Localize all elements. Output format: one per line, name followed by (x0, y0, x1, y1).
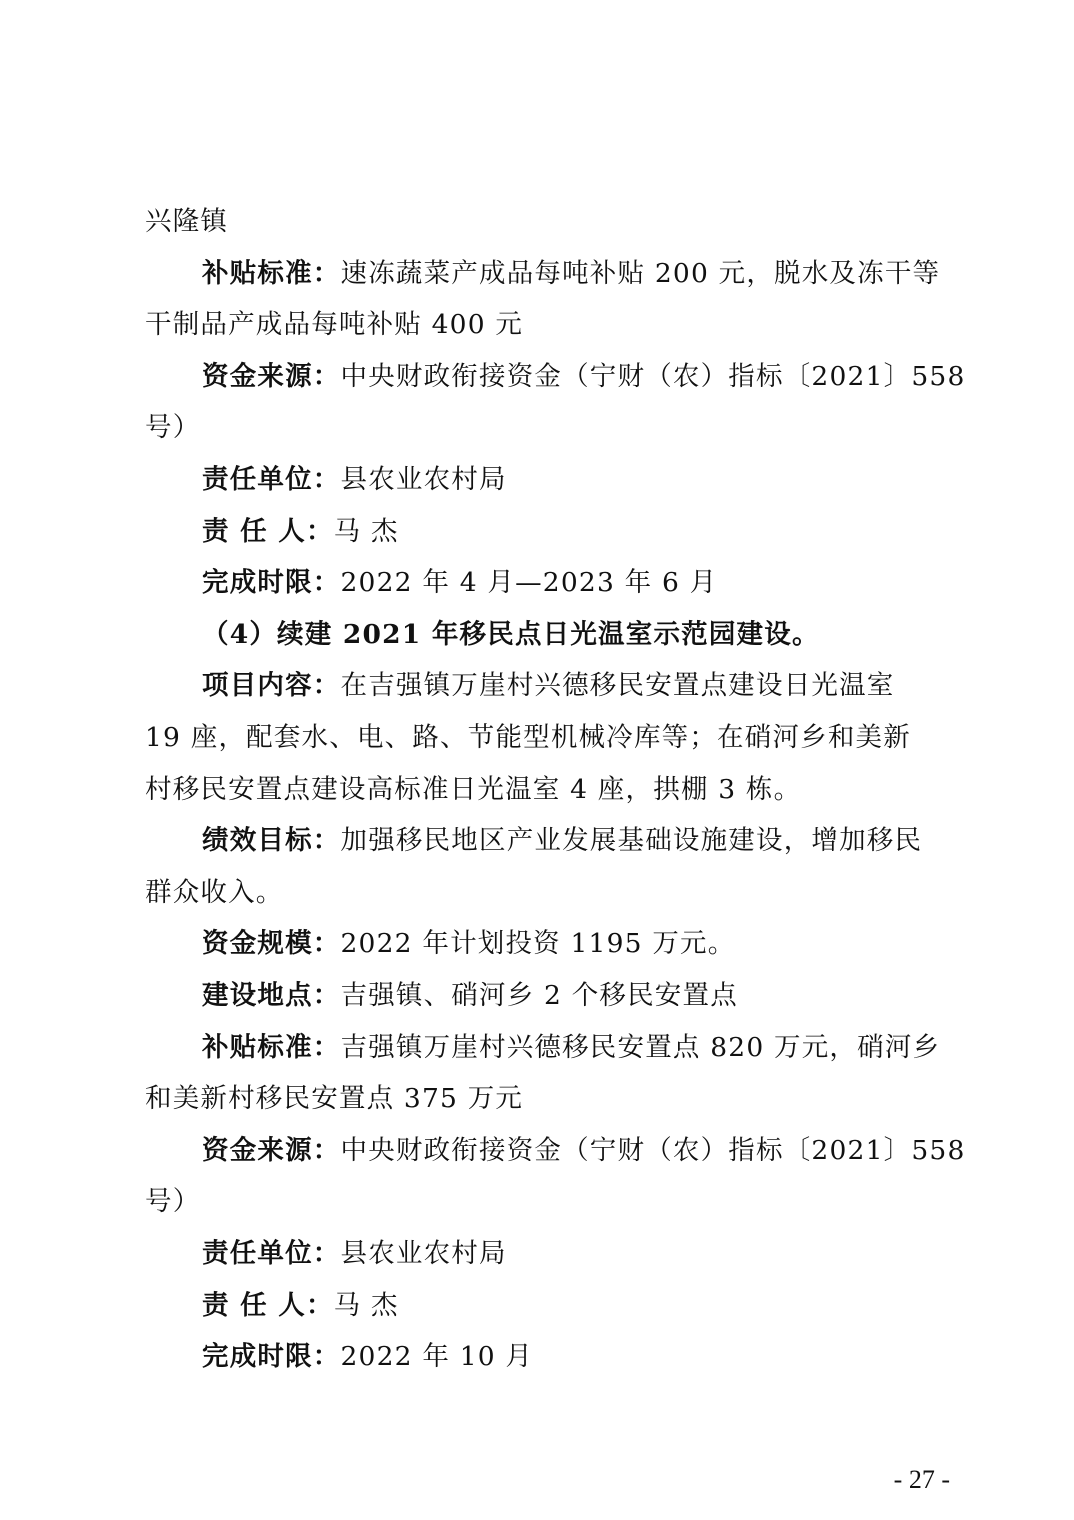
text-line (202, 1228, 1002, 1280)
field-value: 群众收入。 (145, 876, 284, 908)
text-line (145, 764, 945, 816)
field-value: 吉强镇、硝河乡 2 个移民安置点 (340, 980, 738, 1011)
field-label: 完成时限： (202, 567, 341, 599)
field-value: 速冻蔬菜产成品每吨补贴 200 元，脱水及冻干等 (340, 257, 941, 289)
text-line (145, 1176, 945, 1228)
text-line (202, 1331, 1002, 1383)
field-label: 责任单位： (202, 464, 341, 495)
field-value: 2022 年 4 月—2023 年 6 月 (340, 567, 718, 599)
field-value: 干制品产成品每吨补贴 400 元 (145, 309, 524, 341)
field-label: 补贴标准： (202, 1031, 341, 1063)
text-line (202, 248, 1002, 300)
field-value: 在吉强镇万崖村兴德移民安置点建设日光温室 (340, 670, 895, 702)
field-value: 19 座，配套水、电、路、节能型机械冷库等；在硝河乡和美新 (145, 722, 911, 753)
text-line (202, 1125, 1002, 1177)
text-line (202, 815, 1002, 867)
field-value: 2022 年计划投资 1195 万元。 (340, 928, 736, 960)
field-value: 兴隆镇 (145, 206, 229, 237)
field-value: 加强移民地区产业发展基础设施建设，增加移民 (340, 825, 923, 857)
text-line (202, 1022, 1002, 1074)
field-value: 村移民安置点建设高标准日光温室 4 座，拱棚 3 栋。 (145, 773, 802, 805)
text-line (202, 1280, 1002, 1332)
field-label: 责 任 人： (202, 1289, 334, 1321)
field-label: 资金来源： (202, 360, 341, 392)
field-value: 和美新村移民安置点 375 万元 (145, 1083, 524, 1115)
field-label: 资金来源： (202, 1134, 341, 1166)
text-line (145, 402, 945, 454)
text-line (202, 970, 1002, 1022)
text-line (145, 299, 945, 351)
text-line (202, 506, 1002, 558)
field-value: 吉强镇万崖村兴德移民安置点 820 万元，硝河乡 (340, 1031, 941, 1063)
text-line (145, 712, 945, 764)
field-value: 2022 年 10 月 (340, 1341, 534, 1373)
text-line (202, 557, 1002, 609)
field-label: 绩效目标： (202, 825, 341, 857)
text-line (145, 867, 945, 919)
text-line (202, 351, 1002, 403)
text-line (202, 454, 1002, 506)
field-label: 建设地点： (202, 980, 341, 1011)
field-value: 马 杰 (333, 1289, 399, 1321)
text-line (145, 1073, 945, 1125)
section-heading (202, 609, 1002, 661)
field-label: 责 任 人： (202, 515, 334, 547)
field-value: 县农业农村局 (340, 1238, 507, 1269)
field-label: 责任单位： (202, 1238, 341, 1269)
field-value: （4）续建 2021 年移民点日光温室示范园建设。 (202, 618, 820, 650)
field-value: 号） (145, 1186, 201, 1218)
field-value: 号） (145, 412, 201, 444)
field-label: 完成时限： (202, 1341, 341, 1373)
text-line (202, 918, 1002, 970)
text-line (145, 196, 945, 248)
field-label: 补贴标准： (202, 257, 341, 289)
field-value: 中央财政衔接资金（宁财（农）指标〔2021〕558 (340, 360, 966, 392)
field-label: 资金规模： (202, 928, 341, 960)
field-value: 县农业农村局 (340, 464, 507, 495)
page-number: - 27 - (893, 1465, 950, 1494)
field-label: 项目内容： (202, 670, 341, 702)
field-value: 马 杰 (333, 515, 399, 547)
field-value: 中央财政衔接资金（宁财（农）指标〔2021〕558 (340, 1134, 966, 1166)
text-line (202, 660, 1002, 712)
